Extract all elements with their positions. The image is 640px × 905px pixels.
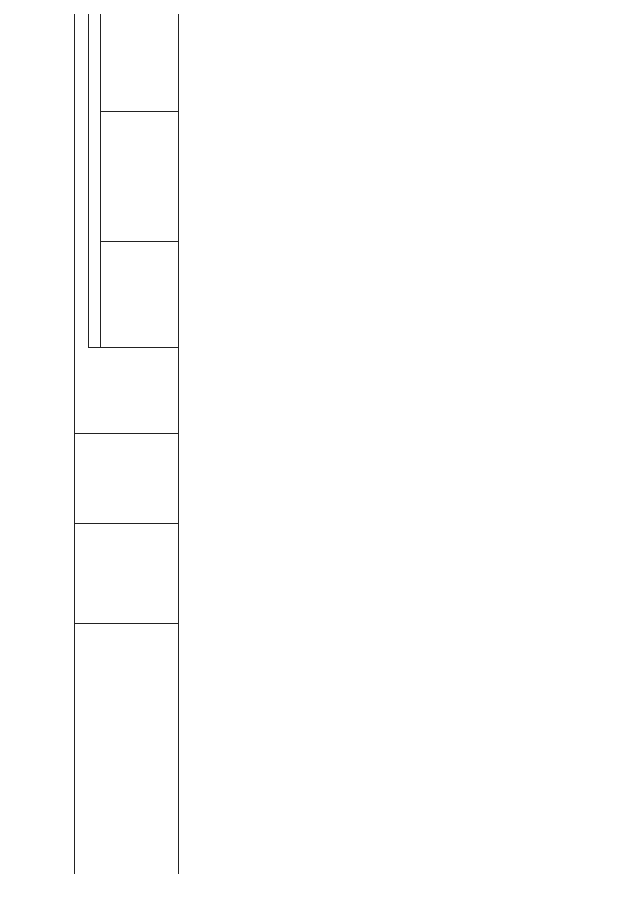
col-line-period: [74, 433, 178, 434]
col-line-name: [74, 623, 178, 624]
line-including: [100, 14, 101, 348]
col-line-total: [88, 347, 178, 348]
line-limits: [88, 14, 89, 348]
financing-table: [74, 14, 640, 874]
col-line-power: [74, 523, 178, 524]
col-line-federal: [100, 241, 178, 242]
table-border-top: [74, 14, 75, 874]
col-line-subject: [100, 111, 178, 112]
header-bottom-line: [178, 14, 179, 874]
